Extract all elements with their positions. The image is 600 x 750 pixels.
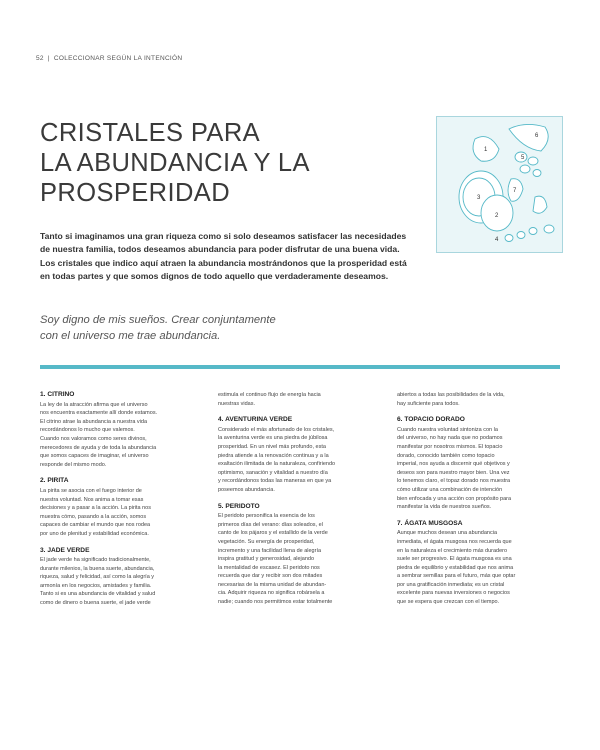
body-line: inmediata, el ágata musgosa nos recuerda que <box>397 538 512 545</box>
section-gap <box>40 539 202 547</box>
crystal-heading: 2. PIRITA <box>40 477 69 485</box>
body-line: poseemos abundancia. <box>218 486 275 493</box>
body-line: durante milenios, la buena suerte, abundancia, <box>40 565 155 572</box>
body-line: hay suficiente para todos. <box>397 400 460 407</box>
body-line: decisiones y a pasar a la acción. La pirita nos <box>40 505 151 512</box>
body-line: canto de los pájaros y el estallido de la verde <box>218 530 328 537</box>
text-column-2 <box>218 391 380 607</box>
crystal-heading: 1. CITRINO <box>40 391 75 398</box>
body-line: La pirita se asocia con el fuego interior de <box>40 487 142 494</box>
text-column-3 <box>397 391 559 607</box>
diagram-label-2: 2 <box>495 213 499 219</box>
crystal-heading: 7. ÁGATA MUSGOSA <box>397 519 463 527</box>
running-header <box>36 55 182 62</box>
text-column-1 <box>40 391 202 608</box>
page-number: 52 <box>36 55 44 62</box>
intro-paragraph <box>40 230 460 284</box>
title-line: PROSPERIDAD <box>40 179 231 207</box>
crystal-heading: 6. TOPACIO DORADO <box>397 416 465 424</box>
body-line: piedra atiende a la renovación continua y a la <box>218 452 329 459</box>
title-line: LA ABUNDANCIA Y LA <box>40 149 310 177</box>
body-line: Aunque muchos desean una abundancia <box>397 530 497 537</box>
body-line: recuerda que dar y recibir son dos mitades <box>218 573 323 580</box>
page-title <box>40 118 420 208</box>
header-separator: | <box>47 55 50 62</box>
crystal-shape-small-b <box>544 225 554 233</box>
affirmation <box>40 312 460 344</box>
body-line: necesarias de la misma unidad de abundan- <box>218 581 327 588</box>
crystal-shape-4b <box>517 232 525 239</box>
body-line: del universo, no hay nada que no podamos <box>397 435 503 442</box>
diagram-label-7: 7 <box>513 188 517 194</box>
body-line: que se espera que crezcan con el tiempo. <box>397 599 500 606</box>
body-line: que somos capaces de imaginar, el universo <box>40 453 149 460</box>
body-line: muestra cómo, pasando a la acción, somos <box>40 513 147 520</box>
body-line: imperial, nos ayuda a discernir qué objetivos y <box>397 461 510 468</box>
body-line: cia. Adquirir riqueza no significa robársela a <box>218 590 325 597</box>
section-gap <box>397 408 559 416</box>
diagram-label-3: 3 <box>477 195 481 201</box>
body-line: y recordándonos todas las maneras en que ya <box>218 478 332 485</box>
body-line: piedra de equilibrio y estabilidad que nos anima <box>397 564 514 571</box>
crystal-shape-5d <box>533 170 541 177</box>
body-line: incremento y una facilidad llena de alegría <box>218 547 322 554</box>
body-line: lo tenemos claro, el topaz dorado nos muestra <box>397 478 511 485</box>
body-line: responde del mismo modo. <box>40 461 107 468</box>
body-line: riqueza, salud y felicidad, así como la alegría y <box>40 574 155 581</box>
body-line: El jade verde ha significado tradicionalmente, <box>40 557 151 564</box>
crystal-shape-6 <box>509 124 548 151</box>
body-line: merecedores de ayuda y de toda la abundancia <box>40 444 157 451</box>
body-line: La ley de la atracción afirma que el universo <box>40 401 148 408</box>
body-line: a sembrar semillas para el futuro, más que optar <box>397 573 516 580</box>
intro-line: en todas partes y que somos dignos de todo aquello que verdaderamente deseamos. <box>40 271 389 282</box>
body-line: nuestras vidas. <box>218 400 255 407</box>
section-gap <box>218 408 380 416</box>
divider-rule <box>40 365 560 369</box>
body-line: abiertos a todas las posibilidades de la vida, <box>397 392 505 398</box>
intro-line: Los cristales que indico aquí atraen la abundancia mostrándonos que la prosperidad está <box>40 257 407 268</box>
section-gap <box>40 469 202 477</box>
diagram-label-6: 6 <box>535 133 539 139</box>
body-line: nos encuentra exactamente allí donde estamos. <box>40 410 158 417</box>
body-line: Tanto si es una abundancia de vitalidad y salud <box>40 591 156 598</box>
crystal-shape-5b <box>528 157 538 165</box>
title-line: CRISTALES PARA <box>40 119 261 147</box>
body-line: cómo utilizar una combinación de intención <box>397 486 503 493</box>
body-line: manifestar la vida de nuestros sueños. <box>397 504 492 511</box>
body-line: armonía en los negocios, amistades y familia. <box>40 582 152 589</box>
body-line: El citrino atrae la abundancia a nuestra vida <box>40 418 148 425</box>
crystal-shape-4c <box>505 235 513 242</box>
section-gap <box>218 495 380 503</box>
body-line: Considerado el más afortunado de los cristales, <box>218 426 335 433</box>
body-line: en la naturaleza el crecimiento más duradero <box>397 547 508 554</box>
body-line: bien enfocada y una acción con propósito para <box>397 495 512 502</box>
body-line: suele ser progresivo. El ágata musgosa es una <box>397 556 512 563</box>
crystal-shape-small-a <box>533 196 547 213</box>
diagram-label-4: 4 <box>495 237 499 243</box>
body-line: nuestra voluntad. Nos anima a tomar esas <box>40 496 144 503</box>
body-line: deseos son para nuestro mayor bien. Una vez <box>397 469 510 476</box>
body-line: Cuando nos valoramos como seres divinos, <box>40 435 147 442</box>
body-line: excelente para nuevas inversiones o negocios <box>397 590 510 597</box>
body-line: estimula el continuo flujo de energía hacia <box>218 392 321 398</box>
crystal-shape-5c <box>520 165 530 173</box>
body-line: la aventurina verde es una piedra de júbilosa <box>218 435 328 442</box>
body-line: inspira gratitud y generosidad, alejando <box>218 556 315 563</box>
body-line: Cuando nuestra voluntad sintoniza con la <box>397 426 498 433</box>
affirmation-line: con el universo me trae abundancia. <box>40 330 221 342</box>
body-line: por una gratificación inmediata; es un cristal <box>397 581 505 588</box>
body-line: como de dinero o buena suerte, el jade verde <box>40 600 151 607</box>
body-line: capaces de cambiar el mundo que nos rodea <box>40 522 151 529</box>
crystal-shape-4a <box>529 228 537 235</box>
intro-line: de nuestra familia, todos deseamos abundancia para poder disfrutar de una buena vida. <box>40 244 400 255</box>
crystal-heading: 4. AVENTURINA VERDE <box>218 416 293 424</box>
body-line: prosperidad. En un nivel más profundo, esta <box>218 443 326 450</box>
body-line: nadie; cuando nos permitimos estar totalmente <box>218 599 333 606</box>
body-line: manifestar por nosotros mismos. El topacio <box>397 443 503 450</box>
affirmation-line: Soy digno de mis sueños. Crear conjuntamente <box>40 314 276 326</box>
intro-line: Tanto si imaginamos una gran riqueza como si solo deseamos satisfacer las necesidades <box>40 231 407 241</box>
body-line: optimismo, sanación y vitalidad a nuestro día <box>218 469 328 476</box>
body-line: vegetación. Su energía de prosperidad, <box>218 538 315 545</box>
section-title: COLECCIONAR SEGÚN LA INTENCIÓN <box>53 55 183 62</box>
body-line: primeros días del verano: días soleados, el <box>218 521 323 528</box>
section-gap <box>397 512 559 520</box>
crystal-heading: 5. PERIDOTO <box>218 502 260 510</box>
diagram-label-5: 5 <box>521 155 525 161</box>
body-line: El peridoto personifica la esencia de los <box>218 513 315 520</box>
body-line: recordándonos lo mucho que valemos. <box>40 427 135 434</box>
body-line: por uno de plenitud y estabilidad económica. <box>40 530 149 537</box>
body-line: dorado, conocido también como topacio <box>397 452 495 459</box>
body-line: exaltación ilimitada de la naturaleza, confiriendo <box>218 461 336 468</box>
body-line: la mentalidad de escasez. El peridoto nos <box>218 564 320 571</box>
crystal-heading: 3. JADE VERDE <box>40 546 90 554</box>
diagram-label-1: 1 <box>484 147 488 153</box>
